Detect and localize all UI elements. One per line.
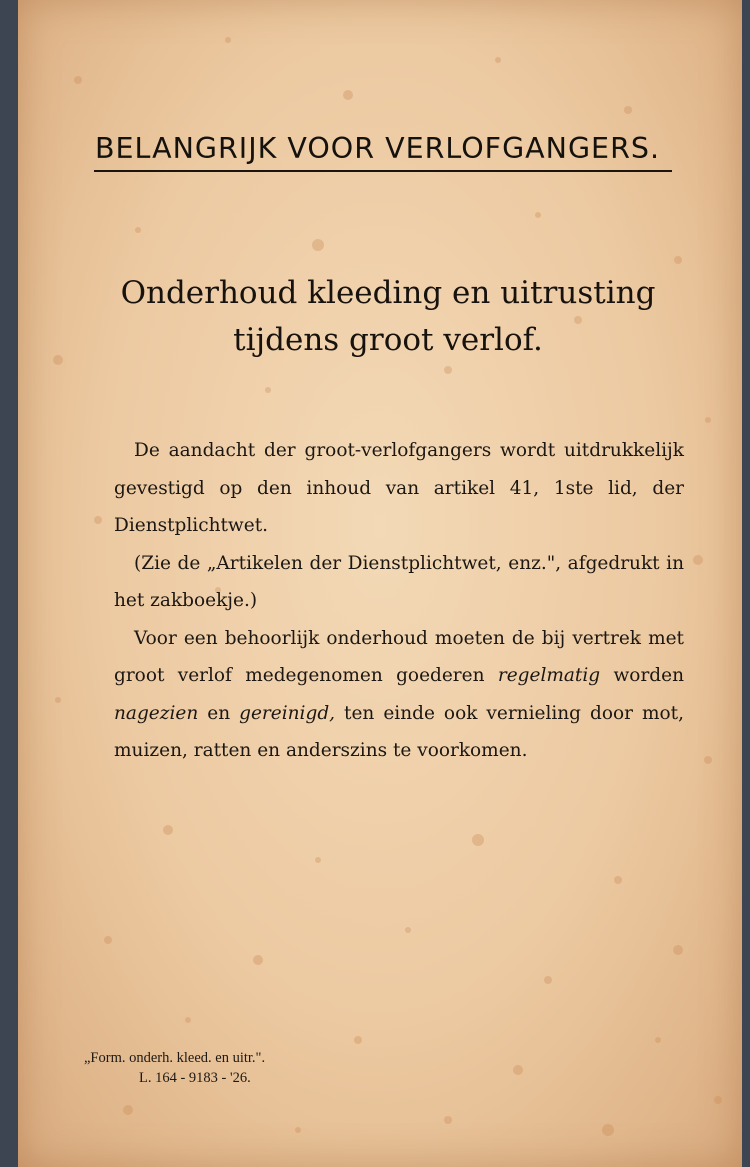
form-reference-line-1: „Form. onderh. kleed. en uitr.". [84, 1050, 266, 1066]
paragraph-3-emphasis-2: nagezien [114, 702, 199, 724]
document-page [18, 0, 742, 1167]
document-title [78, 270, 698, 364]
paragraph-3-text-1: Voor een behoorlijk onderhoud moeten de bij vertrek met groot verlof medegenomen goederen [114, 627, 684, 686]
body-text [114, 432, 684, 770]
paragraph-2: (Zie de „Artikelen der Dienstplichtwet, enz.", afgedrukt in het zakboekje.) [114, 552, 684, 611]
paragraph-3-text-3: en [198, 702, 240, 724]
title-line-1: Onderhoud kleeding en uitrusting [120, 275, 656, 311]
paragraph-3-text-2: worden [600, 665, 684, 686]
notice-heading: BELANGRIJK VOOR VERLOFGANGERS. [95, 132, 661, 165]
paragraph-3-text-4: ten einde ook vernieling door mot, muizen, ratten en anderszins te voorkomen. [114, 702, 684, 761]
form-reference [84, 1048, 265, 1088]
paragraph-1: De aandacht der groot-verlofgangers wordt uitdrukkelijk gevestigd op den inhoud van artikel 41, 1ste lid, der Dienstplichtwet. [114, 440, 684, 536]
paragraph-3-emphasis-3: gereinigd, [239, 702, 336, 724]
paragraph-3 [114, 620, 684, 770]
paragraph-3-emphasis-1: regelmatig [497, 665, 601, 686]
heading-underline [94, 170, 672, 172]
title-line-2: tijdens groot verlof. [233, 322, 543, 358]
form-reference-line-2: L. 164 - 9183 - '26. [139, 1070, 251, 1086]
